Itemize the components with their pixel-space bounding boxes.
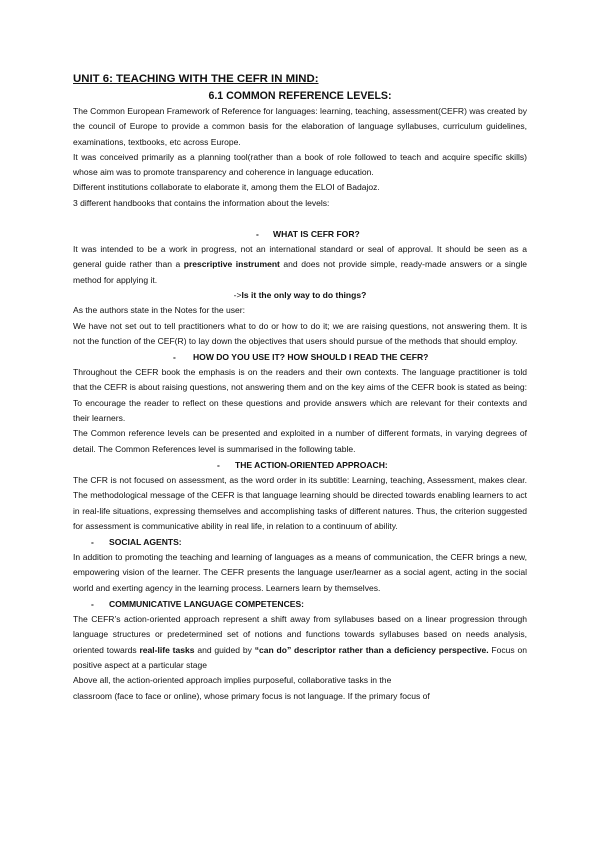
can-do-descriptor-emphasis: “can do” descriptor rather than a deficiency perspective. [254, 644, 489, 655]
how-use-heading-row [73, 349, 527, 365]
action-heading: THE ACTION-ORIENTED APPROACH: [235, 459, 388, 470]
communicative-heading-row [73, 596, 527, 612]
social-dash: - [91, 537, 94, 548]
what-is-heading-row [73, 226, 527, 242]
intro-paragraph-4: 3 different handbooks that contains the information about the levels: [73, 197, 330, 208]
action-paragraph: The CFR is not focused on assessment, as the word order in its subtitle: Learning, teaching, Assessment, makes clear. The methodological message of the CEFR is that language learning should be directed towards enabling learners to act in real-life situations, expressing themselves and accomplishing tasks of different natures. Thus, the criterion suggested for assessment is communicative ability in real life, in relation to a continuum of ability. [73, 474, 527, 531]
communicative-line-3: classroom (face to face or online), whose primary focus is not language. If the primary focus of [73, 690, 430, 701]
what-is-paragraph: It was intended to be a work in progress, not an international standard or seal of approval. It should be seen as a general guide rather than a prescriptive instrument and does not provide simple, ready-made answers or a single method for applying it. [73, 244, 527, 285]
social-heading: SOCIAL AGENTS: [109, 537, 182, 548]
notes-intro: As the authors state in the Notes for the user: [73, 305, 245, 316]
how-use-dash: - [173, 352, 176, 363]
document-page [73, 72, 527, 704]
intro-paragraph-3: Different institutions collaborate to elaborate it, among them the ELOI of Badajoz. [73, 182, 380, 193]
only-way-subheading: ->Is it the only way to do things? [233, 289, 367, 300]
intro-paragraph-2: It was conceived primarily as a planning tool(rather than a book of role followed to teach and acquire specific skills) whose aim was to promote transparency and coherence in language education. [73, 151, 527, 178]
how-use-heading: HOW DO YOU USE IT? HOW SHOULD I READ THE CEFR? [193, 352, 429, 363]
communicative-paragraph: The CEFR’s action-oriented approach represent a shift away from syllabuses based on a linear progression through language structures or predetermined set of notions and functions towards syllabuses based on needs analysis, oriented towards real-life tasks and guided by “can do” descriptor rather than a deficiency perspective. Focus on positive aspect at a particular stage [73, 614, 528, 670]
section-title: 6.1 COMMON REFERENCE LEVELS: [208, 90, 392, 102]
intro-paragraph-1: The Common European Framework of Reference for languages: learning, teaching, assessment(CEFR) was created by the council of Europe to provide a common basis for the elaboration of language syllabuses, curriculum guidelines, examinations, textbooks, etc across Europe. [73, 106, 527, 147]
how-use-paragraph-2: The Common reference levels can be presented and exploited in a number of different formats, in varying degrees of detail. The Common References level is summarised in the following table. [73, 428, 527, 454]
what-is-heading: WHAT IS CEFR FOR? [273, 229, 360, 240]
notes-quote: We have not set out to tell practitioners what to do or how to do it; we are raising questions, not answering them. It is not the function of the CEF(R) to lay down the objectives that users should pursue of the methods that should employ. [73, 320, 527, 346]
communicative-dash: - [91, 599, 94, 610]
social-paragraph: In addition to promoting the teaching and learning of languages as a means of communication, the CEFR brings a new, empowering vision of the learner. The CEFR presents the language user/learner as a social agent, acting in the social world and exerting agency in the learning process. Learners learn by themselves. [73, 552, 527, 593]
how-use-paragraph-1: Throughout the CEFR book the emphasis is on the readers and their own contexts. The language practitioner is told that the CEFR is about raising questions, not answering them and on the key aims of the CEFR book is stated as being: To encourage the reader to reflect on these questions and provide answers which are relevant for their contexts and their learners. [73, 367, 527, 424]
real-life-tasks-emphasis: real-life tasks [139, 644, 195, 655]
unit-title: UNIT 6: TEACHING WITH THE CEFR IN MIND: [73, 73, 319, 85]
what-is-dash: - [256, 229, 259, 240]
action-heading-row [73, 457, 527, 473]
communicative-line-2: Above all, the action-oriented approach implies purposeful, collaborative tasks in the [73, 675, 392, 686]
action-dash: - [217, 459, 220, 470]
communicative-heading: COMMUNICATIVE LANGUAGE COMPETENCES: [109, 599, 304, 610]
social-heading-row [73, 534, 527, 550]
prescriptive-instrument-emphasis: prescriptive instrument [183, 259, 280, 270]
